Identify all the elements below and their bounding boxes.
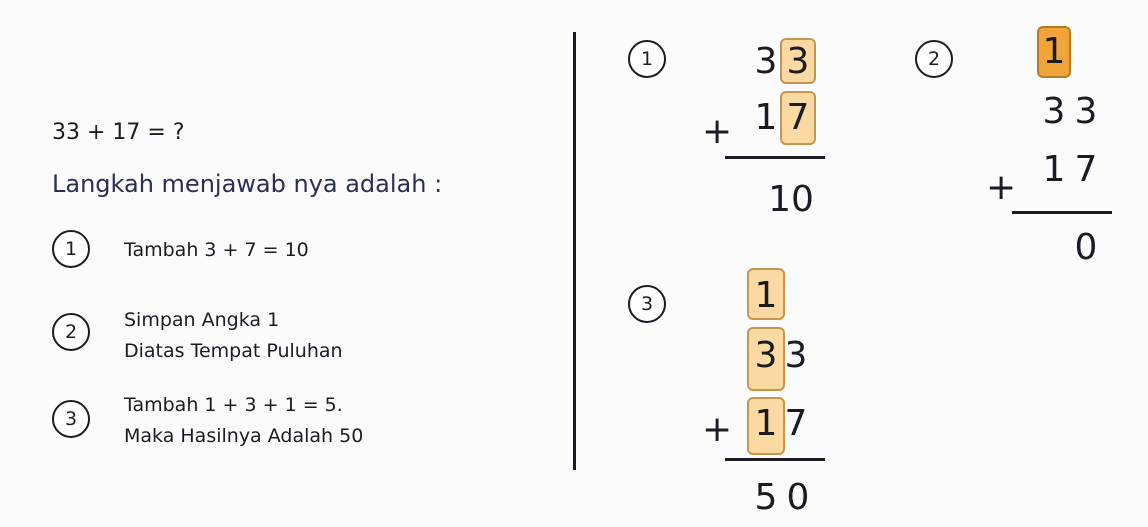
- panel-2-sum-line: [1012, 211, 1112, 214]
- panel-1-bottom-ones: 7: [786, 97, 810, 138]
- panel-1-sum-line: [725, 156, 825, 159]
- panel-2-plus: +: [986, 167, 1017, 208]
- panel-3-result-tens: 5: [754, 477, 778, 518]
- panel-2-bottom-tens: 1: [1042, 149, 1066, 190]
- panel-1-result: 10: [768, 179, 814, 220]
- step-2-badge: 2: [52, 313, 90, 351]
- panel-1-bottom-tens: 1: [754, 97, 778, 138]
- panel-2-top-ones: 3: [1074, 91, 1098, 132]
- vertical-divider: [573, 32, 576, 470]
- step-3-line2: Maka Hasilnya Adalah 50: [124, 425, 364, 447]
- panel-3-carry: 1: [754, 275, 778, 316]
- panel-3-sum-line: [725, 458, 825, 461]
- panel-3-bottom-ones: 7: [784, 403, 808, 444]
- panel-1-top-ones: 3: [786, 41, 810, 82]
- question: 33 + 17 = ?: [52, 120, 185, 145]
- step-3-text: [124, 390, 363, 452]
- step-2-line2: Diatas Tempat Puluhan: [124, 340, 343, 362]
- step-1-badge: 1: [52, 230, 90, 268]
- panel-3-badge: 3: [628, 285, 666, 323]
- panel-1-plus: +: [702, 111, 733, 152]
- panel-3-top-tens: 3: [754, 335, 778, 376]
- step-2-line1: Simpan Angka 1: [124, 309, 280, 331]
- step-1-line1: Tambah 3 + 7 = 10: [124, 239, 309, 261]
- steps-title: Langkah menjawab nya adalah :: [52, 170, 443, 198]
- panel-2-badge: 2: [915, 40, 953, 78]
- panel-3-plus: +: [702, 409, 733, 450]
- panel-1-top-tens: 3: [754, 41, 778, 82]
- panel-3-top-ones: 3: [784, 335, 808, 376]
- panel-2-result: 0: [1074, 227, 1098, 268]
- panel-3-result-ones: 0: [786, 477, 810, 518]
- step-2-text: [124, 305, 343, 367]
- panel-3-bottom-tens: 1: [754, 403, 778, 444]
- panel-2-carry: 1: [1042, 31, 1066, 72]
- step-3-line1: Tambah 1 + 3 + 1 = 5.: [124, 394, 343, 416]
- panel-1-badge: 1: [628, 40, 666, 78]
- panel-2-bottom-ones: 7: [1074, 149, 1098, 190]
- panel-2-top-tens: 3: [1042, 91, 1066, 132]
- step-3-badge: 3: [52, 400, 90, 438]
- step-1-text: [124, 235, 309, 266]
